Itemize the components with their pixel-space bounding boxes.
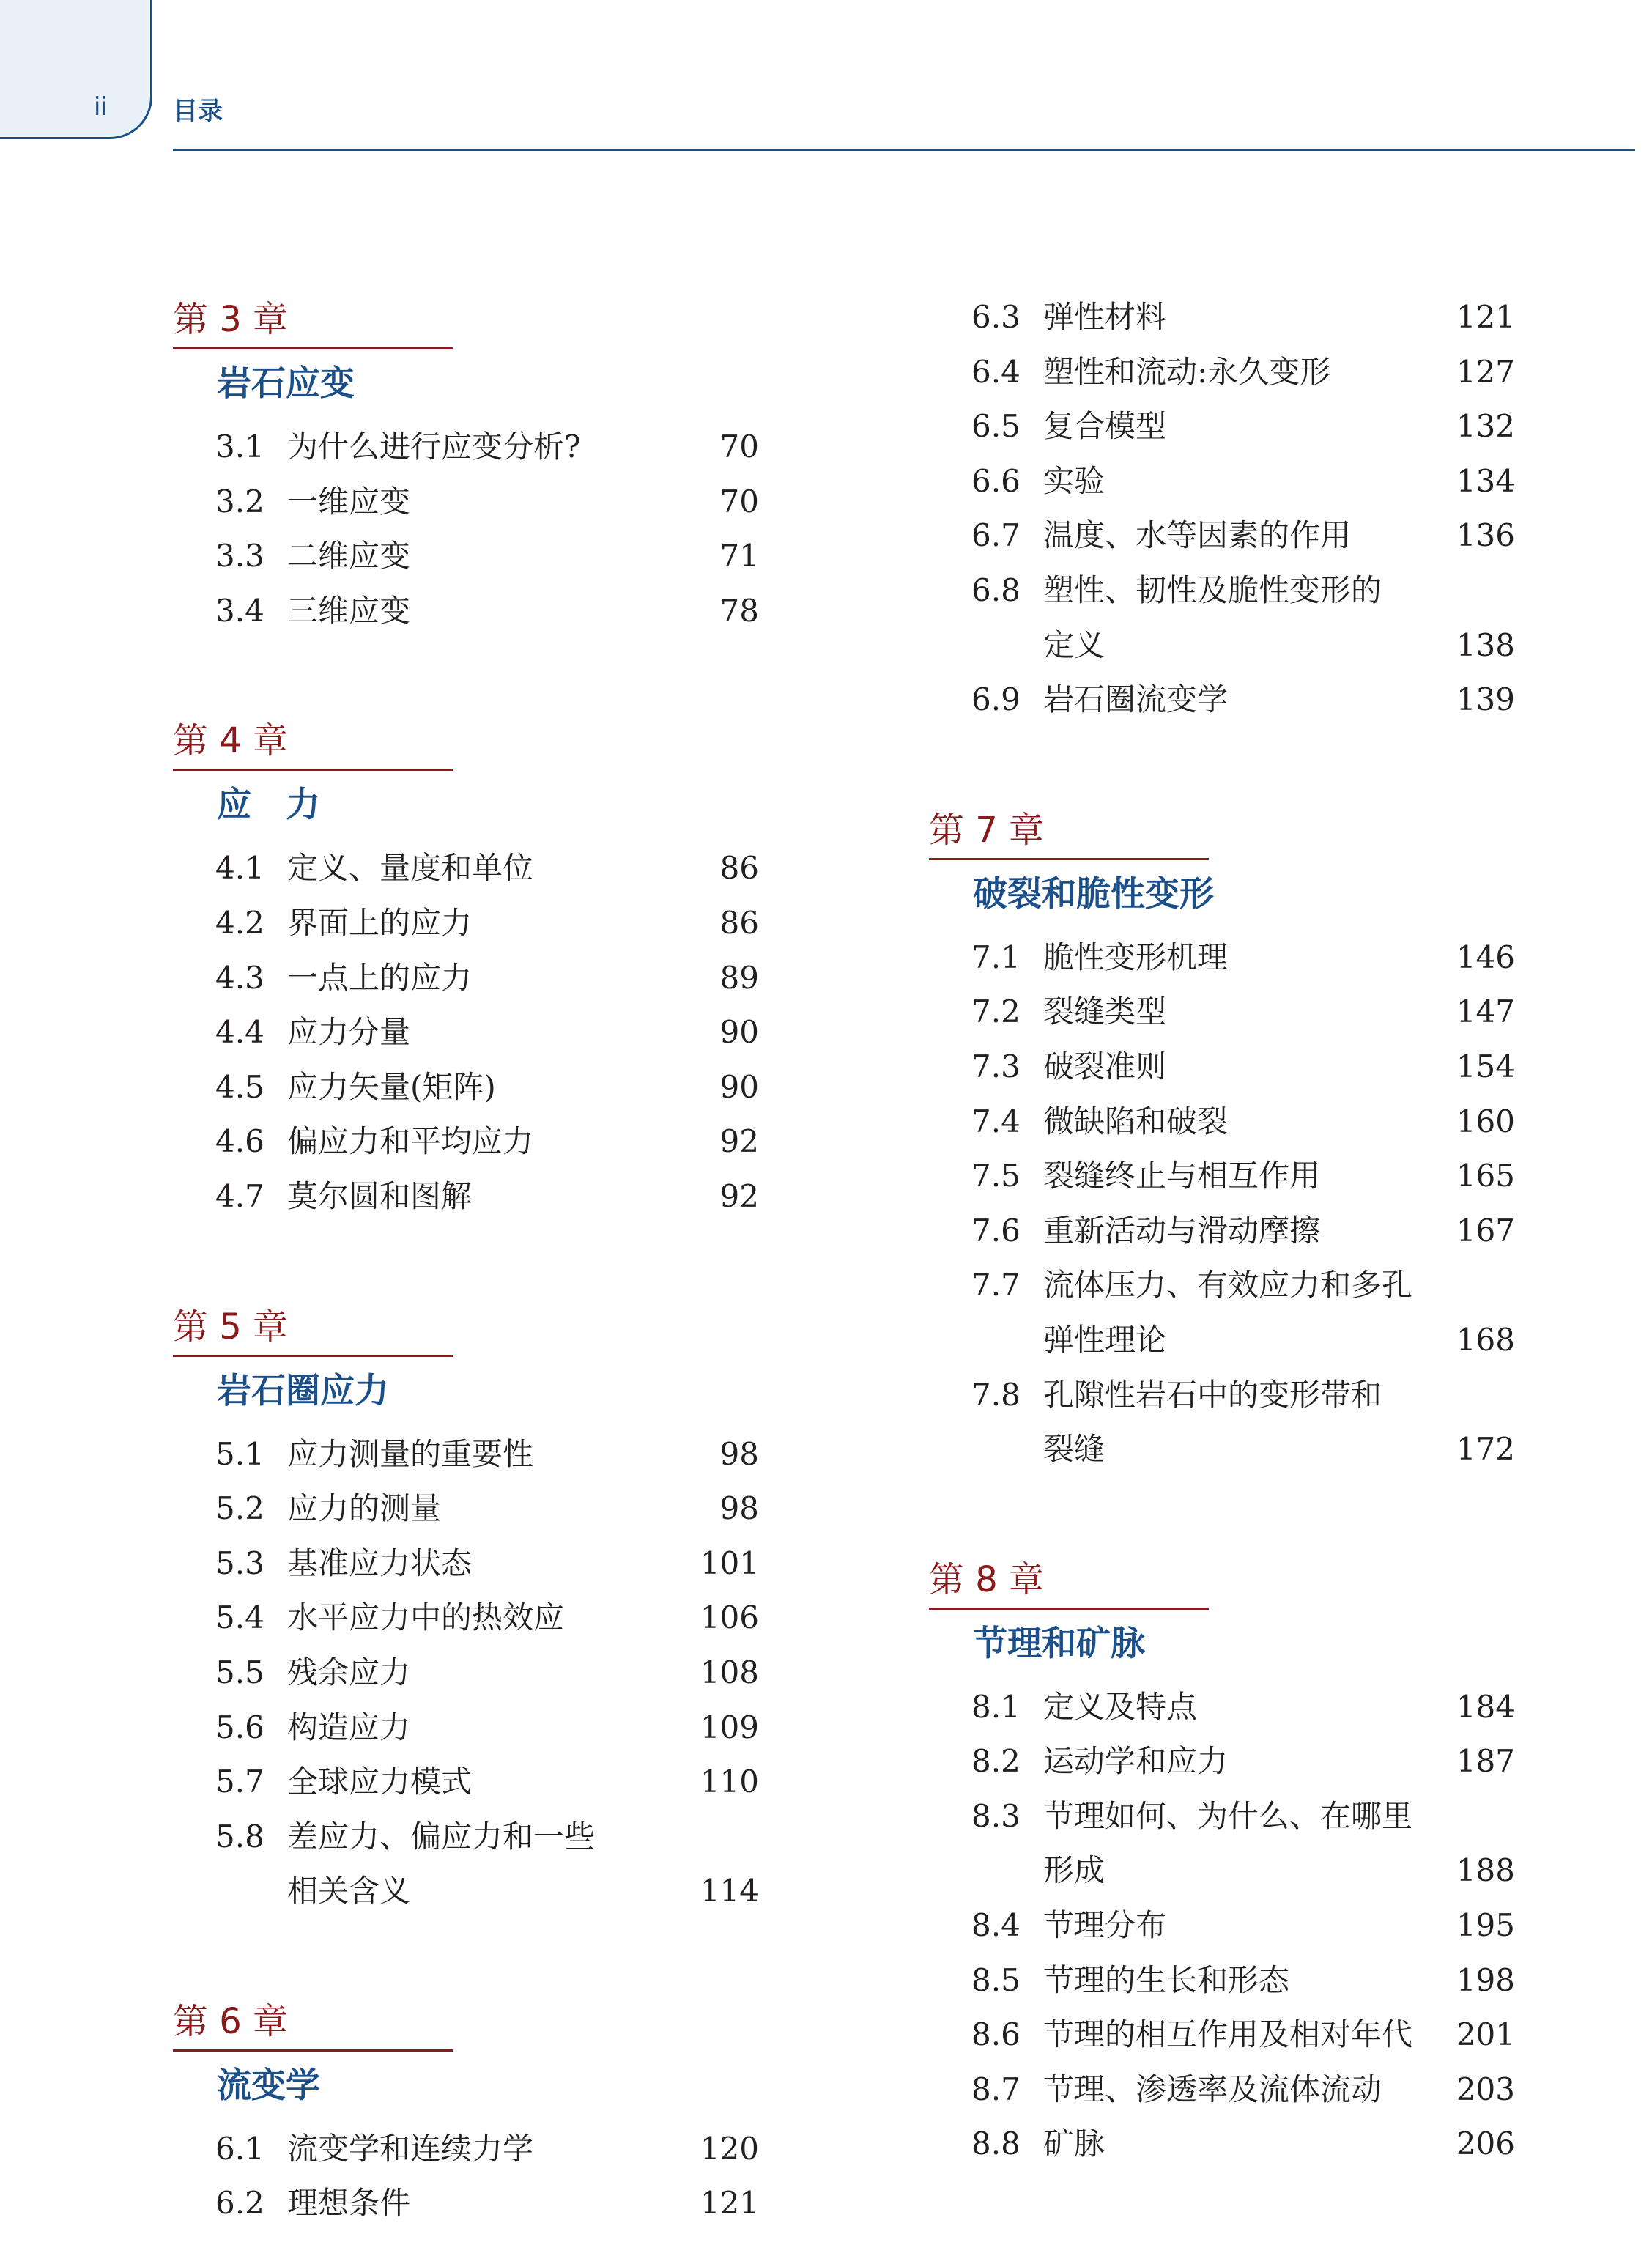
section-number: 8.2 bbox=[971, 1743, 1021, 1780]
page-number: ii bbox=[94, 92, 108, 122]
section-title: 孔隙性岩石中的变形带和 bbox=[1043, 1376, 1382, 1413]
chapter-label: 第 7 章 bbox=[929, 809, 1045, 851]
section-title: 裂缝类型 bbox=[1043, 994, 1167, 1030]
section-title: 为什么进行应变分析? bbox=[287, 429, 581, 465]
section-title: 应力分量 bbox=[287, 1014, 411, 1051]
toc-entry[interactable] bbox=[929, 1734, 1515, 1789]
section-title: 运动学和应力 bbox=[1043, 1743, 1229, 1780]
section-number: 7.7 bbox=[971, 1267, 1021, 1303]
section-page-number: 121 bbox=[700, 2185, 759, 2222]
chapter-block bbox=[929, 1550, 1515, 2172]
running-header-title: 目录 bbox=[173, 97, 223, 126]
section-title: 节理的生长和形态 bbox=[1043, 1961, 1290, 1998]
section-title: 流变学和连续力学 bbox=[287, 2130, 534, 2167]
chapter-label: 第 8 章 bbox=[929, 1558, 1045, 1600]
toc-entry[interactable] bbox=[929, 1898, 1515, 1953]
toc-entry-continuation[interactable] bbox=[929, 618, 1515, 673]
chapter-title: 节理和矿脉 bbox=[973, 1623, 1145, 1664]
chapter-block bbox=[929, 801, 1515, 1477]
section-page-number: 160 bbox=[1456, 1103, 1515, 1139]
toc-entry[interactable] bbox=[929, 1258, 1515, 1313]
section-number: 4.5 bbox=[215, 1068, 264, 1105]
toc-entry[interactable] bbox=[173, 1005, 759, 1060]
chapter-gap bbox=[173, 1224, 759, 1298]
toc-entry[interactable] bbox=[929, 1204, 1515, 1259]
toc-entry[interactable] bbox=[173, 1427, 759, 1482]
toc-column-left bbox=[173, 290, 759, 2231]
toc-entry[interactable] bbox=[173, 2176, 759, 2231]
section-title: 重新活动与滑动摩擦 bbox=[1043, 1212, 1321, 1249]
section-title: 裂缝 bbox=[1043, 1431, 1105, 1468]
section-number: 5.6 bbox=[215, 1709, 264, 1745]
section-page-number: 89 bbox=[719, 959, 759, 996]
toc-entry[interactable] bbox=[929, 508, 1515, 563]
chapter-gap bbox=[929, 2172, 1515, 2245]
section-title: 节理、渗透率及流体流动 bbox=[1043, 2071, 1382, 2107]
section-title: 差应力、偏应力和一些 bbox=[287, 1818, 596, 1854]
section-title: 构造应力 bbox=[287, 1709, 411, 1745]
chapter-rule bbox=[929, 858, 1209, 860]
chapter-heading bbox=[173, 1992, 759, 2051]
section-number: 8.5 bbox=[971, 1961, 1021, 1998]
chapter-gap bbox=[173, 638, 759, 711]
toc-entry[interactable] bbox=[929, 1368, 1515, 1423]
section-number: 7.6 bbox=[971, 1212, 1021, 1249]
toc-entry[interactable] bbox=[173, 584, 759, 639]
chapter-heading bbox=[173, 1298, 759, 1356]
section-title: 二维应变 bbox=[287, 538, 411, 574]
toc-entry[interactable] bbox=[173, 475, 759, 530]
chapter-label: 第 4 章 bbox=[173, 720, 289, 762]
section-page-number: 136 bbox=[1456, 517, 1515, 554]
section-number: 6.9 bbox=[971, 681, 1021, 718]
section-title: 塑性、韧性及脆性变形的 bbox=[1043, 572, 1382, 608]
toc-column-right bbox=[929, 290, 1515, 2245]
toc-entry[interactable] bbox=[173, 1646, 759, 1701]
section-number: 6.6 bbox=[971, 462, 1021, 499]
section-title: 相关含义 bbox=[287, 1873, 411, 1909]
chapter-gap bbox=[173, 1919, 759, 1992]
chapter-title: 应 力 bbox=[217, 785, 320, 826]
section-number: 6.2 bbox=[215, 2185, 264, 2222]
chapter-gap bbox=[929, 1477, 1515, 1550]
toc-entry[interactable] bbox=[173, 1755, 759, 1810]
section-page-number: 120 bbox=[700, 2130, 759, 2167]
toc-entry[interactable] bbox=[929, 673, 1515, 728]
chapter-heading bbox=[929, 1550, 1515, 1609]
section-title: 形成 bbox=[1043, 1852, 1105, 1889]
toc-entry[interactable] bbox=[173, 2122, 759, 2177]
toc-entry[interactable] bbox=[173, 1169, 759, 1224]
section-number: 4.2 bbox=[215, 904, 264, 941]
toc-entry[interactable] bbox=[929, 2008, 1515, 2063]
section-page-number: 188 bbox=[1456, 1852, 1515, 1889]
section-title: 塑性和流动:永久变形 bbox=[1043, 353, 1331, 390]
chapter-rule bbox=[173, 769, 453, 771]
section-page-number: 172 bbox=[1456, 1431, 1515, 1468]
section-title: 复合模型 bbox=[1043, 408, 1167, 445]
section-title: 基准应力状态 bbox=[287, 1545, 473, 1581]
section-page-number: 109 bbox=[700, 1709, 759, 1745]
section-title: 应力的测量 bbox=[287, 1490, 442, 1527]
section-title: 应力测量的重要性 bbox=[287, 1435, 534, 1472]
chapter-title: 流变学 bbox=[217, 2065, 320, 2106]
section-page-number: 70 bbox=[719, 483, 759, 519]
section-number: 5.7 bbox=[215, 1764, 264, 1800]
section-title: 理想条件 bbox=[287, 2185, 411, 2222]
toc-entry[interactable] bbox=[173, 896, 759, 951]
section-title: 定义及特点 bbox=[1043, 1688, 1198, 1725]
chapter-rule bbox=[173, 347, 453, 349]
section-number: 5.4 bbox=[215, 1599, 264, 1636]
section-title: 温度、水等因素的作用 bbox=[1043, 517, 1352, 554]
chapter-title: 破裂和脆性变形 bbox=[973, 873, 1214, 914]
section-page-number: 203 bbox=[1456, 2071, 1515, 2107]
section-page-number: 195 bbox=[1456, 1907, 1515, 1944]
section-title: 全球应力模式 bbox=[287, 1764, 473, 1800]
section-number: 4.4 bbox=[215, 1014, 264, 1051]
section-page-number: 121 bbox=[1456, 299, 1515, 335]
section-page-number: 90 bbox=[719, 1014, 759, 1051]
section-page-number: 206 bbox=[1456, 2126, 1515, 2162]
toc-entry[interactable] bbox=[929, 399, 1515, 454]
toc-entry[interactable] bbox=[929, 345, 1515, 400]
section-page-number: 78 bbox=[719, 592, 759, 629]
section-page-number: 106 bbox=[700, 1599, 759, 1636]
section-title: 残余应力 bbox=[287, 1654, 411, 1690]
section-title: 莫尔圆和图解 bbox=[287, 1177, 473, 1214]
section-number: 3.2 bbox=[215, 483, 264, 519]
section-page-number: 132 bbox=[1456, 408, 1515, 445]
section-number: 5.1 bbox=[215, 1435, 264, 1472]
toc-entry[interactable] bbox=[173, 1536, 759, 1591]
toc-entry[interactable] bbox=[929, 985, 1515, 1040]
chapter-label: 第 3 章 bbox=[173, 299, 289, 340]
section-number: 7.1 bbox=[971, 939, 1021, 975]
section-page-number: 168 bbox=[1456, 1321, 1515, 1358]
section-title: 偏应力和平均应力 bbox=[287, 1123, 534, 1160]
chapter-label: 第 5 章 bbox=[173, 1306, 289, 1347]
toc-entry[interactable] bbox=[929, 1095, 1515, 1150]
toc-entry[interactable] bbox=[173, 1810, 759, 1865]
toc-entry[interactable] bbox=[929, 1953, 1515, 2008]
toc-entry-continuation[interactable] bbox=[929, 1313, 1515, 1368]
toc-entry[interactable] bbox=[929, 2117, 1515, 2172]
section-number: 6.1 bbox=[215, 2130, 264, 2167]
section-page-number: 187 bbox=[1456, 1743, 1515, 1780]
section-page-number: 86 bbox=[719, 850, 759, 887]
section-page-number: 154 bbox=[1456, 1048, 1515, 1084]
section-title: 流体压力、有效应力和多孔 bbox=[1043, 1267, 1413, 1303]
section-page-number: 70 bbox=[719, 429, 759, 465]
section-page-number: 134 bbox=[1456, 462, 1515, 499]
page-corner-tab bbox=[0, 0, 152, 139]
chapter-heading bbox=[173, 711, 759, 770]
section-number: 3.1 bbox=[215, 429, 264, 465]
section-number: 7.8 bbox=[971, 1376, 1021, 1413]
section-page-number: 101 bbox=[700, 1545, 759, 1581]
section-title: 岩石圈流变学 bbox=[1043, 681, 1229, 718]
section-number: 8.6 bbox=[971, 2016, 1021, 2053]
section-number: 8.7 bbox=[971, 2071, 1021, 2107]
section-number: 8.1 bbox=[971, 1688, 1021, 1725]
toc-entry[interactable] bbox=[173, 1591, 759, 1646]
section-page-number: 98 bbox=[719, 1490, 759, 1527]
section-page-number: 167 bbox=[1456, 1212, 1515, 1249]
chapter-rule bbox=[173, 2049, 453, 2052]
section-number: 4.7 bbox=[215, 1177, 264, 1214]
toc-entry[interactable] bbox=[929, 1680, 1515, 1735]
toc-entry[interactable] bbox=[173, 841, 759, 896]
toc-entry-continuation[interactable] bbox=[929, 1843, 1515, 1898]
section-page-number: 98 bbox=[719, 1435, 759, 1472]
section-page-number: 138 bbox=[1456, 626, 1515, 663]
section-title: 破裂准则 bbox=[1043, 1048, 1167, 1084]
section-number: 7.5 bbox=[971, 1158, 1021, 1194]
section-page-number: 71 bbox=[719, 538, 759, 574]
toc-entry[interactable] bbox=[929, 454, 1515, 509]
section-title: 一点上的应力 bbox=[287, 959, 473, 996]
section-page-number: 165 bbox=[1456, 1158, 1515, 1194]
toc-entry[interactable] bbox=[929, 1789, 1515, 1844]
section-page-number: 90 bbox=[719, 1068, 759, 1105]
section-title: 一维应变 bbox=[287, 483, 411, 519]
toc-entry-continuation[interactable] bbox=[173, 1864, 759, 1919]
section-number: 7.4 bbox=[971, 1103, 1021, 1139]
section-page-number: 184 bbox=[1456, 1688, 1515, 1725]
section-page-number: 110 bbox=[700, 1764, 759, 1800]
section-page-number: 198 bbox=[1456, 1961, 1515, 1998]
section-number: 7.2 bbox=[971, 994, 1021, 1030]
section-page-number: 139 bbox=[1456, 681, 1515, 718]
section-page-number: 108 bbox=[700, 1654, 759, 1690]
section-title: 界面上的应力 bbox=[287, 904, 473, 941]
section-page-number: 114 bbox=[700, 1873, 759, 1909]
toc-entry[interactable] bbox=[929, 290, 1515, 345]
toc-entry[interactable] bbox=[173, 951, 759, 1006]
header-rule bbox=[173, 149, 1635, 151]
section-title: 节理如何、为什么、在哪里 bbox=[1043, 1797, 1413, 1834]
section-title: 微缺陷和破裂 bbox=[1043, 1103, 1229, 1139]
section-title: 弹性材料 bbox=[1043, 299, 1167, 335]
section-number: 6.8 bbox=[971, 572, 1021, 608]
section-page-number: 147 bbox=[1456, 994, 1515, 1030]
toc-entry[interactable] bbox=[173, 1060, 759, 1115]
section-title: 节理分布 bbox=[1043, 1907, 1167, 1944]
chapter-block bbox=[173, 711, 759, 1224]
chapter-heading bbox=[929, 801, 1515, 859]
section-number: 8.8 bbox=[971, 2126, 1021, 2162]
toc-entry[interactable] bbox=[929, 1149, 1515, 1204]
toc-entry[interactable] bbox=[173, 529, 759, 584]
chapter-gap bbox=[929, 728, 1515, 801]
section-page-number: 146 bbox=[1456, 939, 1515, 975]
section-number: 6.7 bbox=[971, 517, 1021, 554]
chapter-block bbox=[173, 1298, 759, 1919]
toc-entry[interactable] bbox=[173, 1482, 759, 1536]
section-title: 应力矢量(矩阵) bbox=[287, 1068, 496, 1105]
section-title: 节理的相互作用及相对年代 bbox=[1043, 2016, 1413, 2053]
section-title: 弹性理论 bbox=[1043, 1321, 1167, 1358]
section-number: 4.6 bbox=[215, 1123, 264, 1160]
toc-entry[interactable] bbox=[929, 931, 1515, 985]
chapter-block bbox=[173, 290, 759, 638]
section-title: 矿脉 bbox=[1043, 2126, 1105, 2162]
section-number: 4.1 bbox=[215, 850, 264, 887]
section-title: 三维应变 bbox=[287, 592, 411, 629]
chapter-title: 岩石应变 bbox=[217, 363, 355, 404]
section-number: 5.8 bbox=[215, 1818, 264, 1854]
section-number: 8.4 bbox=[971, 1907, 1021, 1944]
chapter-title: 岩石圈应力 bbox=[217, 1370, 389, 1411]
section-page-number: 92 bbox=[719, 1123, 759, 1160]
section-number: 5.5 bbox=[215, 1654, 264, 1690]
section-page-number: 92 bbox=[719, 1177, 759, 1214]
section-page-number: 127 bbox=[1456, 353, 1515, 390]
section-number: 5.2 bbox=[215, 1490, 264, 1527]
section-page-number: 201 bbox=[1456, 2016, 1515, 2053]
section-number: 6.3 bbox=[971, 299, 1021, 335]
chapter-rule bbox=[929, 1608, 1209, 1610]
section-title: 定义、量度和单位 bbox=[287, 850, 534, 887]
toc-entry[interactable] bbox=[173, 1114, 759, 1169]
section-number: 6.5 bbox=[971, 408, 1021, 445]
section-title: 裂缝终止与相互作用 bbox=[1043, 1158, 1321, 1194]
section-number: 7.3 bbox=[971, 1048, 1021, 1084]
chapter-rule bbox=[173, 1355, 453, 1357]
toc-entry[interactable] bbox=[929, 2063, 1515, 2118]
section-title: 水平应力中的热效应 bbox=[287, 1599, 565, 1636]
toc-entry[interactable] bbox=[173, 420, 759, 475]
toc-entry[interactable] bbox=[929, 563, 1515, 618]
section-number: 3.3 bbox=[215, 538, 264, 574]
section-number: 3.4 bbox=[215, 592, 264, 629]
section-page-number: 86 bbox=[719, 904, 759, 941]
chapter-label: 第 6 章 bbox=[173, 2000, 289, 2042]
chapter-heading bbox=[173, 290, 759, 349]
section-number: 5.3 bbox=[215, 1545, 264, 1581]
toc-entry-continuation[interactable] bbox=[929, 1422, 1515, 1477]
section-number: 4.3 bbox=[215, 959, 264, 996]
toc-entry[interactable] bbox=[173, 1701, 759, 1756]
section-title: 定义 bbox=[1043, 626, 1105, 663]
section-number: 6.4 bbox=[971, 353, 1021, 390]
toc-entry[interactable] bbox=[929, 1040, 1515, 1095]
section-title: 实验 bbox=[1043, 462, 1105, 499]
chapter-block bbox=[173, 1992, 759, 2231]
section-title: 脆性变形机理 bbox=[1043, 939, 1229, 975]
section-number: 8.3 bbox=[971, 1797, 1021, 1834]
